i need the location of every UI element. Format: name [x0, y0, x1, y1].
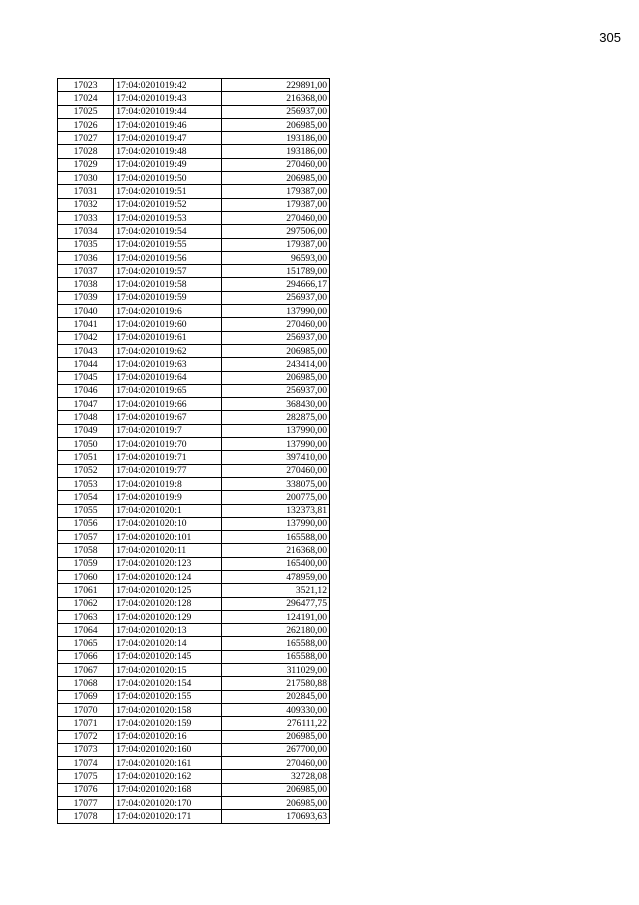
cadastral-number-cell: 17:04:0201020:11 — [114, 544, 221, 557]
table-row — [58, 810, 330, 823]
table-row — [58, 318, 330, 331]
cadastral-number-cell: 17:04:0201019:44 — [114, 105, 221, 118]
cadastral-number-cell: 17:04:0201020:16 — [114, 730, 221, 743]
table-row — [58, 610, 330, 623]
table-row — [58, 198, 330, 211]
cadastral-number-cell: 17:04:0201020:124 — [114, 570, 221, 583]
table-row — [58, 637, 330, 650]
value-cell: 170693,63 — [221, 810, 329, 823]
table-row — [58, 251, 330, 264]
cadastral-number-cell: 17:04:0201020:15 — [114, 664, 221, 677]
row-number-cell: 17024 — [58, 92, 114, 105]
page-number: 305 — [599, 30, 621, 45]
table-row — [58, 677, 330, 690]
value-cell: 132373,81 — [221, 504, 329, 517]
row-number-cell: 17070 — [58, 703, 114, 716]
cadastral-number-cell: 17:04:0201019:50 — [114, 172, 221, 185]
table-row — [58, 79, 330, 92]
row-number-cell: 17064 — [58, 624, 114, 637]
table-row — [58, 664, 330, 677]
table-row — [58, 797, 330, 810]
value-cell: 151789,00 — [221, 265, 329, 278]
row-number-cell: 17047 — [58, 398, 114, 411]
table-row — [58, 331, 330, 344]
row-number-cell: 17065 — [58, 637, 114, 650]
value-cell: 165588,00 — [221, 531, 329, 544]
row-number-cell: 17075 — [58, 770, 114, 783]
cadastral-number-cell: 17:04:0201020:171 — [114, 810, 221, 823]
row-number-cell: 17032 — [58, 198, 114, 211]
value-cell: 270460,00 — [221, 318, 329, 331]
table-row — [58, 211, 330, 224]
cadastral-number-cell: 17:04:0201019:8 — [114, 477, 221, 490]
cadastral-number-cell: 17:04:0201019:62 — [114, 344, 221, 357]
table-row — [58, 544, 330, 557]
cadastral-number-cell: 17:04:0201020:162 — [114, 770, 221, 783]
table-row — [58, 132, 330, 145]
table-row — [58, 477, 330, 490]
row-number-cell: 17036 — [58, 251, 114, 264]
cadastral-number-cell: 17:04:0201019:49 — [114, 158, 221, 171]
row-number-cell: 17030 — [58, 172, 114, 185]
cadastral-number-cell: 17:04:0201020:170 — [114, 797, 221, 810]
cadastral-number-cell: 17:04:0201020:160 — [114, 743, 221, 756]
row-number-cell: 17033 — [58, 211, 114, 224]
table-row — [58, 770, 330, 783]
table-row — [58, 172, 330, 185]
value-cell: 137990,00 — [221, 438, 329, 451]
row-number-cell: 17038 — [58, 278, 114, 291]
table-row — [58, 278, 330, 291]
row-number-cell: 17056 — [58, 517, 114, 530]
row-number-cell: 17063 — [58, 610, 114, 623]
table-row — [58, 451, 330, 464]
registry-table-body — [58, 79, 330, 824]
value-cell: 32728,08 — [221, 770, 329, 783]
row-number-cell: 17039 — [58, 291, 114, 304]
table-row — [58, 743, 330, 756]
value-cell: 179387,00 — [221, 185, 329, 198]
cadastral-number-cell: 17:04:0201020:159 — [114, 717, 221, 730]
cadastral-number-cell: 17:04:0201019:48 — [114, 145, 221, 158]
row-number-cell: 17023 — [58, 79, 114, 92]
cadastral-number-cell: 17:04:0201019:9 — [114, 491, 221, 504]
value-cell: 256937,00 — [221, 291, 329, 304]
cadastral-number-cell: 17:04:0201019:61 — [114, 331, 221, 344]
row-number-cell: 17037 — [58, 265, 114, 278]
value-cell: 478959,00 — [221, 570, 329, 583]
row-number-cell: 17061 — [58, 584, 114, 597]
row-number-cell: 17028 — [58, 145, 114, 158]
cadastral-number-cell: 17:04:0201020:128 — [114, 597, 221, 610]
value-cell: 206985,00 — [221, 344, 329, 357]
value-cell: 137990,00 — [221, 517, 329, 530]
value-cell: 193186,00 — [221, 145, 329, 158]
row-number-cell: 17046 — [58, 384, 114, 397]
value-cell: 294666,17 — [221, 278, 329, 291]
table-row — [58, 597, 330, 610]
value-cell: 243414,00 — [221, 358, 329, 371]
value-cell: 409330,00 — [221, 703, 329, 716]
registry-table — [57, 78, 330, 824]
cadastral-number-cell: 17:04:0201020:145 — [114, 650, 221, 663]
value-cell: 200775,00 — [221, 491, 329, 504]
table-row — [58, 438, 330, 451]
cadastral-number-cell: 17:04:0201020:13 — [114, 624, 221, 637]
cadastral-number-cell: 17:04:0201019:51 — [114, 185, 221, 198]
value-cell: 202845,00 — [221, 690, 329, 703]
row-number-cell: 17049 — [58, 424, 114, 437]
table-row — [58, 185, 330, 198]
cadastral-number-cell: 17:04:0201019:65 — [114, 384, 221, 397]
table-row — [58, 624, 330, 637]
table-row — [58, 717, 330, 730]
row-number-cell: 17031 — [58, 185, 114, 198]
cadastral-number-cell: 17:04:0201020:168 — [114, 783, 221, 796]
table-row — [58, 344, 330, 357]
table-row — [58, 238, 330, 251]
cadastral-number-cell: 17:04:0201019:57 — [114, 265, 221, 278]
cadastral-number-cell: 17:04:0201020:154 — [114, 677, 221, 690]
row-number-cell: 17052 — [58, 464, 114, 477]
table-row — [58, 411, 330, 424]
row-number-cell: 17027 — [58, 132, 114, 145]
cadastral-number-cell: 17:04:0201020:155 — [114, 690, 221, 703]
value-cell: 276111,22 — [221, 717, 329, 730]
row-number-cell: 17026 — [58, 118, 114, 131]
cadastral-number-cell: 17:04:0201020:161 — [114, 757, 221, 770]
cadastral-number-cell: 17:04:0201019:55 — [114, 238, 221, 251]
cadastral-number-cell: 17:04:0201020:14 — [114, 637, 221, 650]
table-row — [58, 371, 330, 384]
cadastral-number-cell: 17:04:0201019:47 — [114, 132, 221, 145]
value-cell: 137990,00 — [221, 305, 329, 318]
table-row — [58, 491, 330, 504]
row-number-cell: 17029 — [58, 158, 114, 171]
row-number-cell: 17025 — [58, 105, 114, 118]
cadastral-number-cell: 17:04:0201019:70 — [114, 438, 221, 451]
row-number-cell: 17041 — [58, 318, 114, 331]
row-number-cell: 17051 — [58, 451, 114, 464]
value-cell: 96593,00 — [221, 251, 329, 264]
value-cell: 179387,00 — [221, 198, 329, 211]
cadastral-number-cell: 17:04:0201019:7 — [114, 424, 221, 437]
table-row — [58, 464, 330, 477]
cadastral-number-cell: 17:04:0201020:101 — [114, 531, 221, 544]
cadastral-number-cell: 17:04:0201019:6 — [114, 305, 221, 318]
value-cell: 267700,00 — [221, 743, 329, 756]
cadastral-number-cell: 17:04:0201019:52 — [114, 198, 221, 211]
row-number-cell: 17050 — [58, 438, 114, 451]
row-number-cell: 17068 — [58, 677, 114, 690]
cadastral-number-cell: 17:04:0201020:123 — [114, 557, 221, 570]
table-row — [58, 384, 330, 397]
table-row — [58, 730, 330, 743]
cadastral-number-cell: 17:04:0201019:46 — [114, 118, 221, 131]
row-number-cell: 17044 — [58, 358, 114, 371]
table-row — [58, 291, 330, 304]
row-number-cell: 17062 — [58, 597, 114, 610]
cadastral-number-cell: 17:04:0201019:63 — [114, 358, 221, 371]
row-number-cell: 17054 — [58, 491, 114, 504]
row-number-cell: 17069 — [58, 690, 114, 703]
row-number-cell: 17057 — [58, 531, 114, 544]
row-number-cell: 17073 — [58, 743, 114, 756]
value-cell: 270460,00 — [221, 158, 329, 171]
row-number-cell: 17076 — [58, 783, 114, 796]
row-number-cell: 17059 — [58, 557, 114, 570]
value-cell: 397410,00 — [221, 451, 329, 464]
row-number-cell: 17042 — [58, 331, 114, 344]
value-cell: 137990,00 — [221, 424, 329, 437]
cadastral-number-cell: 17:04:0201019:64 — [114, 371, 221, 384]
row-number-cell: 17043 — [58, 344, 114, 357]
table-row — [58, 690, 330, 703]
value-cell: 206985,00 — [221, 797, 329, 810]
value-cell: 262180,00 — [221, 624, 329, 637]
value-cell: 311029,00 — [221, 664, 329, 677]
table-row — [58, 118, 330, 131]
cadastral-number-cell: 17:04:0201019:42 — [114, 79, 221, 92]
row-number-cell: 17055 — [58, 504, 114, 517]
value-cell: 338075,00 — [221, 477, 329, 490]
cadastral-number-cell: 17:04:0201019:58 — [114, 278, 221, 291]
cadastral-number-cell: 17:04:0201019:77 — [114, 464, 221, 477]
cadastral-number-cell: 17:04:0201020:158 — [114, 703, 221, 716]
value-cell: 216368,00 — [221, 544, 329, 557]
value-cell: 297506,00 — [221, 225, 329, 238]
row-number-cell: 17072 — [58, 730, 114, 743]
table-row — [58, 504, 330, 517]
value-cell: 206985,00 — [221, 172, 329, 185]
row-number-cell: 17060 — [58, 570, 114, 583]
table-row — [58, 398, 330, 411]
table-row — [58, 225, 330, 238]
table-row — [58, 757, 330, 770]
row-number-cell: 17035 — [58, 238, 114, 251]
cadastral-number-cell: 17:04:0201019:43 — [114, 92, 221, 105]
value-cell: 165400,00 — [221, 557, 329, 570]
value-cell: 206985,00 — [221, 371, 329, 384]
table-row — [58, 358, 330, 371]
value-cell: 270460,00 — [221, 211, 329, 224]
table-row — [58, 105, 330, 118]
row-number-cell: 17058 — [58, 544, 114, 557]
value-cell: 124191,00 — [221, 610, 329, 623]
row-number-cell: 17077 — [58, 797, 114, 810]
row-number-cell: 17040 — [58, 305, 114, 318]
row-number-cell: 17067 — [58, 664, 114, 677]
value-cell: 270460,00 — [221, 464, 329, 477]
table-row — [58, 145, 330, 158]
cadastral-number-cell: 17:04:0201019:67 — [114, 411, 221, 424]
value-cell: 270460,00 — [221, 757, 329, 770]
value-cell: 368430,00 — [221, 398, 329, 411]
row-number-cell: 17071 — [58, 717, 114, 730]
value-cell: 216368,00 — [221, 92, 329, 105]
cadastral-number-cell: 17:04:0201019:54 — [114, 225, 221, 238]
value-cell: 206985,00 — [221, 118, 329, 131]
table-row — [58, 158, 330, 171]
cadastral-number-cell: 17:04:0201019:66 — [114, 398, 221, 411]
value-cell: 179387,00 — [221, 238, 329, 251]
cadastral-number-cell: 17:04:0201019:71 — [114, 451, 221, 464]
cadastral-number-cell: 17:04:0201020:1 — [114, 504, 221, 517]
row-number-cell: 17078 — [58, 810, 114, 823]
cadastral-number-cell: 17:04:0201019:56 — [114, 251, 221, 264]
table-row — [58, 305, 330, 318]
table-row — [58, 92, 330, 105]
table-row — [58, 703, 330, 716]
cadastral-number-cell: 17:04:0201019:59 — [114, 291, 221, 304]
value-cell: 206985,00 — [221, 783, 329, 796]
table-row — [58, 570, 330, 583]
table-row — [58, 783, 330, 796]
value-cell: 256937,00 — [221, 331, 329, 344]
value-cell: 229891,00 — [221, 79, 329, 92]
cadastral-number-cell: 17:04:0201020:10 — [114, 517, 221, 530]
table-row — [58, 584, 330, 597]
cadastral-number-cell: 17:04:0201019:60 — [114, 318, 221, 331]
row-number-cell: 17066 — [58, 650, 114, 663]
value-cell: 296477,75 — [221, 597, 329, 610]
value-cell: 193186,00 — [221, 132, 329, 145]
row-number-cell: 17074 — [58, 757, 114, 770]
row-number-cell: 17045 — [58, 371, 114, 384]
value-cell: 256937,00 — [221, 384, 329, 397]
row-number-cell: 17034 — [58, 225, 114, 238]
row-number-cell: 17053 — [58, 477, 114, 490]
cadastral-number-cell: 17:04:0201020:125 — [114, 584, 221, 597]
table-row — [58, 265, 330, 278]
row-number-cell: 17048 — [58, 411, 114, 424]
value-cell: 217580,88 — [221, 677, 329, 690]
value-cell: 165588,00 — [221, 650, 329, 663]
value-cell: 206985,00 — [221, 730, 329, 743]
table-row — [58, 650, 330, 663]
table-row — [58, 517, 330, 530]
table-row — [58, 557, 330, 570]
table-row — [58, 531, 330, 544]
cadastral-number-cell: 17:04:0201020:129 — [114, 610, 221, 623]
value-cell: 3521,12 — [221, 584, 329, 597]
cadastral-number-cell: 17:04:0201019:53 — [114, 211, 221, 224]
value-cell: 256937,00 — [221, 105, 329, 118]
table-row — [58, 424, 330, 437]
value-cell: 165588,00 — [221, 637, 329, 650]
value-cell: 282875,00 — [221, 411, 329, 424]
